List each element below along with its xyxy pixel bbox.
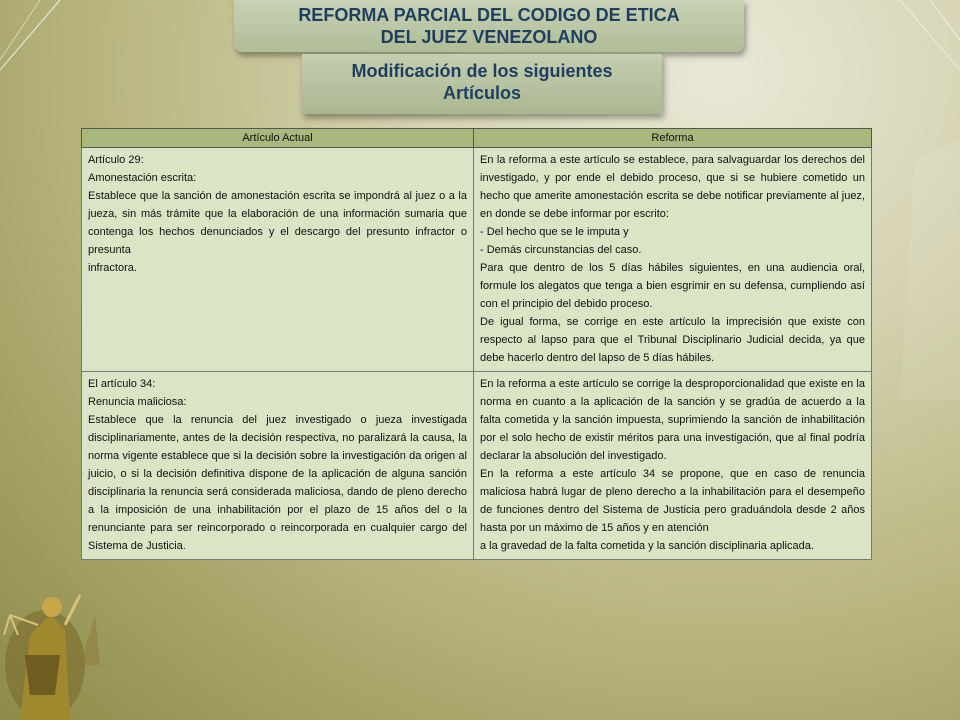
- subtitle-line2: Artículos: [442, 83, 521, 103]
- cell-text: Establece que la renuncia del juez investigado o jueza investigada disciplinariamente, antes de la decisión respectiva, no paralizará la causa, la norma vigente establece que si la decisión sobre la investigación da origen al juicio, o si la decisión definitiva dispone de la aplicación de alguna sanción disciplinaria la renuncia será considerada maliciosa, dando de pleno derecho a la imposición de una inhabilitación por el plazo de 15 años del o la renunciante para ser reincorporado o reincorporada en cualquier cargo del Sistema de Justicia.: [88, 414, 467, 552]
- main-title-line2: DEL JUEZ VENEZOLANO: [380, 27, 598, 47]
- comparison-table: [81, 128, 872, 560]
- cell-text: - Del hecho que se le imputa y: [480, 226, 629, 238]
- table-row: [82, 372, 872, 560]
- cell-text: Amonestación escrita:: [88, 172, 197, 184]
- subtitle-line1: Modificación de los siguientes: [351, 61, 613, 81]
- cell-text: Renuncia maliciosa:: [88, 396, 187, 408]
- cell-text: El artículo 34:: [88, 378, 156, 390]
- header-reforma: Reforma: [474, 129, 872, 148]
- table-row: [82, 148, 872, 372]
- cell-articulo-29-reforma: [474, 148, 872, 372]
- cell-text: Artículo 29:: [88, 154, 144, 166]
- cell-text: En la reforma a este artículo se corrige la desproporcionalidad que existe en la norma en cuanto a la aplicación de la sanción y se gradúa de acuerdo a la falta cometida y la sanción impuesta, suprimiendo la sanción de inhabilitación por el solo hecho de existir méritos para una investigación, que al final podría declarar la absolución del investigado.: [480, 378, 865, 462]
- cell-articulo-34-actual: [82, 372, 474, 560]
- cell-text: En la reforma a este artículo 34 se propone, que en caso de renuncia maliciosa habrá lugar de pleno derecho a la inhabilitación para el desempeño de funciones dentro del Sistema de Justicia pero graduándola desde 2 años hasta por un máximo de 15 años y en atención: [480, 468, 865, 534]
- cell-articulo-34-reforma: [474, 372, 872, 560]
- cell-text: En la reforma a este artículo se establece, para salvaguardar los derechos del investigado, y por ende el debido proceso, que si se hubiere cometido un hecho que amerite amonestación escrita se debe notificar previamente al juez, en donde se debe informar por escrito:: [480, 154, 865, 220]
- cell-articulo-29-actual: [82, 148, 474, 372]
- main-title-line1: REFORMA PARCIAL DEL CODIGO DE ETICA: [298, 5, 680, 25]
- cell-text: infractora.: [88, 262, 137, 274]
- cell-text: a la gravedad de la falta cometida y la sanción disciplinaria aplicada.: [480, 540, 814, 552]
- cell-text: Establece que la sanción de amonestación escrita se impondrá al juez o a la jueza, sin más trámite que la elaboración de una información sumaria que contenga los hechos denunciados y el descargo del presunto infractor o presunta: [88, 190, 467, 256]
- table-header-row: [82, 129, 872, 148]
- cell-text: De igual forma, se corrige en este artículo la imprecisión que existe con respecto al lapso para que el Tribunal Disciplinario Judicial decida, ya que debe hacerlo dentro del lapso de 5 días hábiles.: [480, 316, 865, 364]
- cell-text: Para que dentro de los 5 días hábiles siguientes, en una audiencia oral, formule los alegatos que tenga a bien esgrimir en su defensa, cumpliendo así con el principio del debido proceso.: [480, 262, 865, 310]
- justice-statue-icon: [0, 555, 130, 720]
- cell-text: - Demás circunstancias del caso.: [480, 244, 642, 256]
- header-articulo-actual: Artículo Actual: [82, 129, 474, 148]
- subtitle-box: [302, 54, 662, 114]
- main-title-box: [234, 0, 744, 52]
